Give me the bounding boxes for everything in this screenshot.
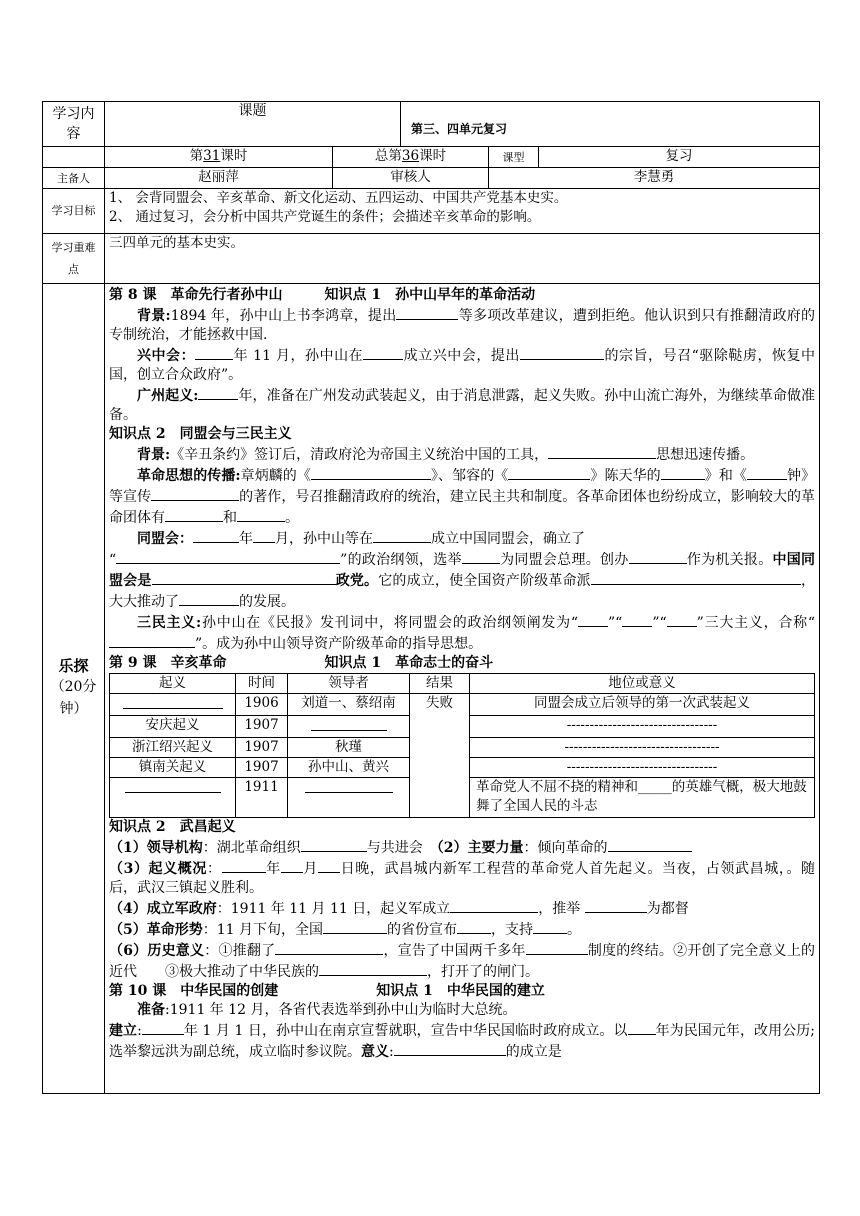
col-result: 结果 [410,674,470,694]
uprising-leader-blank [288,716,410,738]
key-points-label: 学习重难点 [43,234,105,284]
xingzhonghui: 兴中会： 年 11 月，孙中山在 成立兴中会，提出 的宗旨，号召“驱除鞑虏，恢复中国，创立合众政府”。 [109,345,815,385]
uprising-name: 安庆起义 [110,716,236,738]
total-lesson-number: 总第36课时 [333,147,489,168]
uprising-significance: 同盟会成立后领导的第一次武装起义 [470,694,815,716]
col-time: 时间 [236,674,288,694]
wuchang-situation: （5）革命形势：11 月下旬，全国 的省份宣布 ，支持 。 [109,919,815,940]
lesson-8-title: 第 8 课 革命先行者孙中山 知识点 1 孙中山早年的革命活动 [109,287,536,303]
guangzhou-uprising: 广州起义: 年，准备在广州发动武装起义，由于消息泄露，起义失败。孙中山流亡海外，为继续革命做准备。 [109,385,815,425]
roc-establishment: 建立: 年 1 月 1 日，孙中山在南京宣誓就职，宣告中华民国临时政府成立。以 年为民国元年，改用公历;选举黎远洪为副总统，成立临时参议院。意义: 的成立是 [109,1020,815,1062]
uprisings-header-row [110,674,815,694]
study-content-label: 学习内容 [43,102,105,147]
uprising-significance: 革命党人不屈不挠的精神和_____的英雄气概，极大地鼓舞了全国人民的斗志 [470,778,815,818]
lesson-10-title: 第 10 课 中华民国的创建 知识点 1 中华民国的建立 [109,983,545,999]
uprising-leader: 孙中山、黄兴 [288,758,410,778]
tongmenghui: 同盟会： 年 月，孙中山等在 成立中国同盟会，确立了 “ ”的政治纲领，选举 为同盟会总理。创办 作为机关报。中国同盟会是 政党。它的成立，使全国资产阶级革命派 ，大大推动了 的发展。 [109,528,815,612]
reviewer-label: 审核人 [333,168,489,189]
activity-label-cell [43,284,105,1094]
goal-1: 1、 会背同盟会、辛亥革命、新文化运动、五四运动、中国共产党基本史实。 [109,190,568,206]
col-leader: 领导者 [288,674,410,694]
activity-content [105,284,820,1094]
lesson-number: 第31课时 [105,147,333,168]
knowledge-point-2-title: 知识点 2 同盟会与三民主义 [109,426,292,442]
type-label: 课型 [489,147,539,168]
lesson-9-title: 第 9 课 辛亥革命 知识点 1 革命志士的奋斗 [109,655,494,671]
uprising-year: 1906 [236,694,288,716]
uprising-year: 1911 [236,778,288,818]
uprising-result: 失败 [410,694,470,818]
uprising-leader-blank [288,778,410,818]
col-significance: 地位或意义 [470,674,815,694]
three-principles: 三民主义:孙中山在《民报》发刊词中，将同盟会的政治纲领阐发为“ ”“ ”“ ”三大主义，合称“”。成为孙中山领导资产阶级革命的指导思想。 [109,612,815,654]
wuchang-military-government: （4）成立军政府：1911 年 11 月 11 日，起义军成立 ，推举 为都督 [109,898,815,919]
key-points: 三四单元的基本史实。 [105,234,820,284]
uprising-significance: --------------------------------- [470,758,815,778]
revolutionary-thought: 革命思想的传播:章炳麟的《 》、邹容的《 》陈天华的 》和《 钟》等宣传 的著作，号召推翻清政府的统治，建立民主共和制度。各革命团体也纷纷成立，影响较大的革命团体有 和 。 [109,465,815,528]
uprising-significance: --------------------------------- [470,716,815,738]
activity-label: 乐探 [58,657,89,675]
topic-label: 课题 [105,102,401,147]
reviewer-value: 李慧勇 [489,168,820,189]
tongmenghui-background: 背景:《辛丑条约》签订后，清政府沦为帝国主义统治中国的工具， 思想迅速传播。 [109,444,815,465]
uprising-name: 镇南关起义 [110,758,236,778]
worksheet [42,101,819,1094]
table-row [110,694,815,716]
uprising-name-blank [110,694,236,716]
preparer-value: 赵丽萍 [105,168,333,189]
goal-2: 2、 通过复习，会分析中国共产党诞生的条件；会描述辛亥革命的影响。 [109,209,541,225]
uprisings-table [109,673,815,818]
worksheet-table [42,101,820,1094]
wuchang-significance: （6）历史意义：①推翻了 ，宣告了中国两千多年 制度的终结。②开创了完全意义上的近代 ③极大推动了中华民族的 ，打开了的闸门。 [109,940,815,982]
lesson-8-background: 背景:1894 年，孙中山上书李鸿章，提出 等多项改革建议，遭到拒绝。他认识到只有推翻清政府的专制统治，才能拯救中国. [109,305,815,345]
preparer-label: 主备人 [43,168,105,189]
goals-label: 学习目标 [43,189,105,234]
col-uprising: 起义 [110,674,236,694]
uprising-leader: 刘道一、蔡绍南 [288,694,410,716]
goals [105,189,820,234]
type-value: 复习 [539,147,820,168]
roc-preparation: 准备:1911 年 12 月，各省代表选举到孙中山为临时大总统。 [137,1002,517,1018]
uprising-year: 1907 [236,716,288,738]
wuchang-overview: （3）起义概况： 年 月 日晚，武昌城内新军工程营的革命党人首先起义。当夜，占领武昌城，。随后，武汉三镇起义胜利。 [109,858,815,898]
uprising-year: 1907 [236,738,288,758]
uprising-significance: ---------------------------------- [470,738,815,758]
uprising-leader: 秋瑾 [288,738,410,758]
wuchang-leadership: （1）领导机构：湖北革命组织 与共进会 （2）主要力量：倾向革命的 [109,837,815,858]
activity-time: （20分钟） [50,679,97,717]
uprising-name-blank [110,778,236,818]
topic-value: 第三、四单元复习 [401,102,820,147]
uprising-name: 浙江绍兴起义 [110,738,236,758]
uprising-year: 1907 [236,758,288,778]
wuchang-title: 知识点 2 武昌起义 [109,819,236,835]
